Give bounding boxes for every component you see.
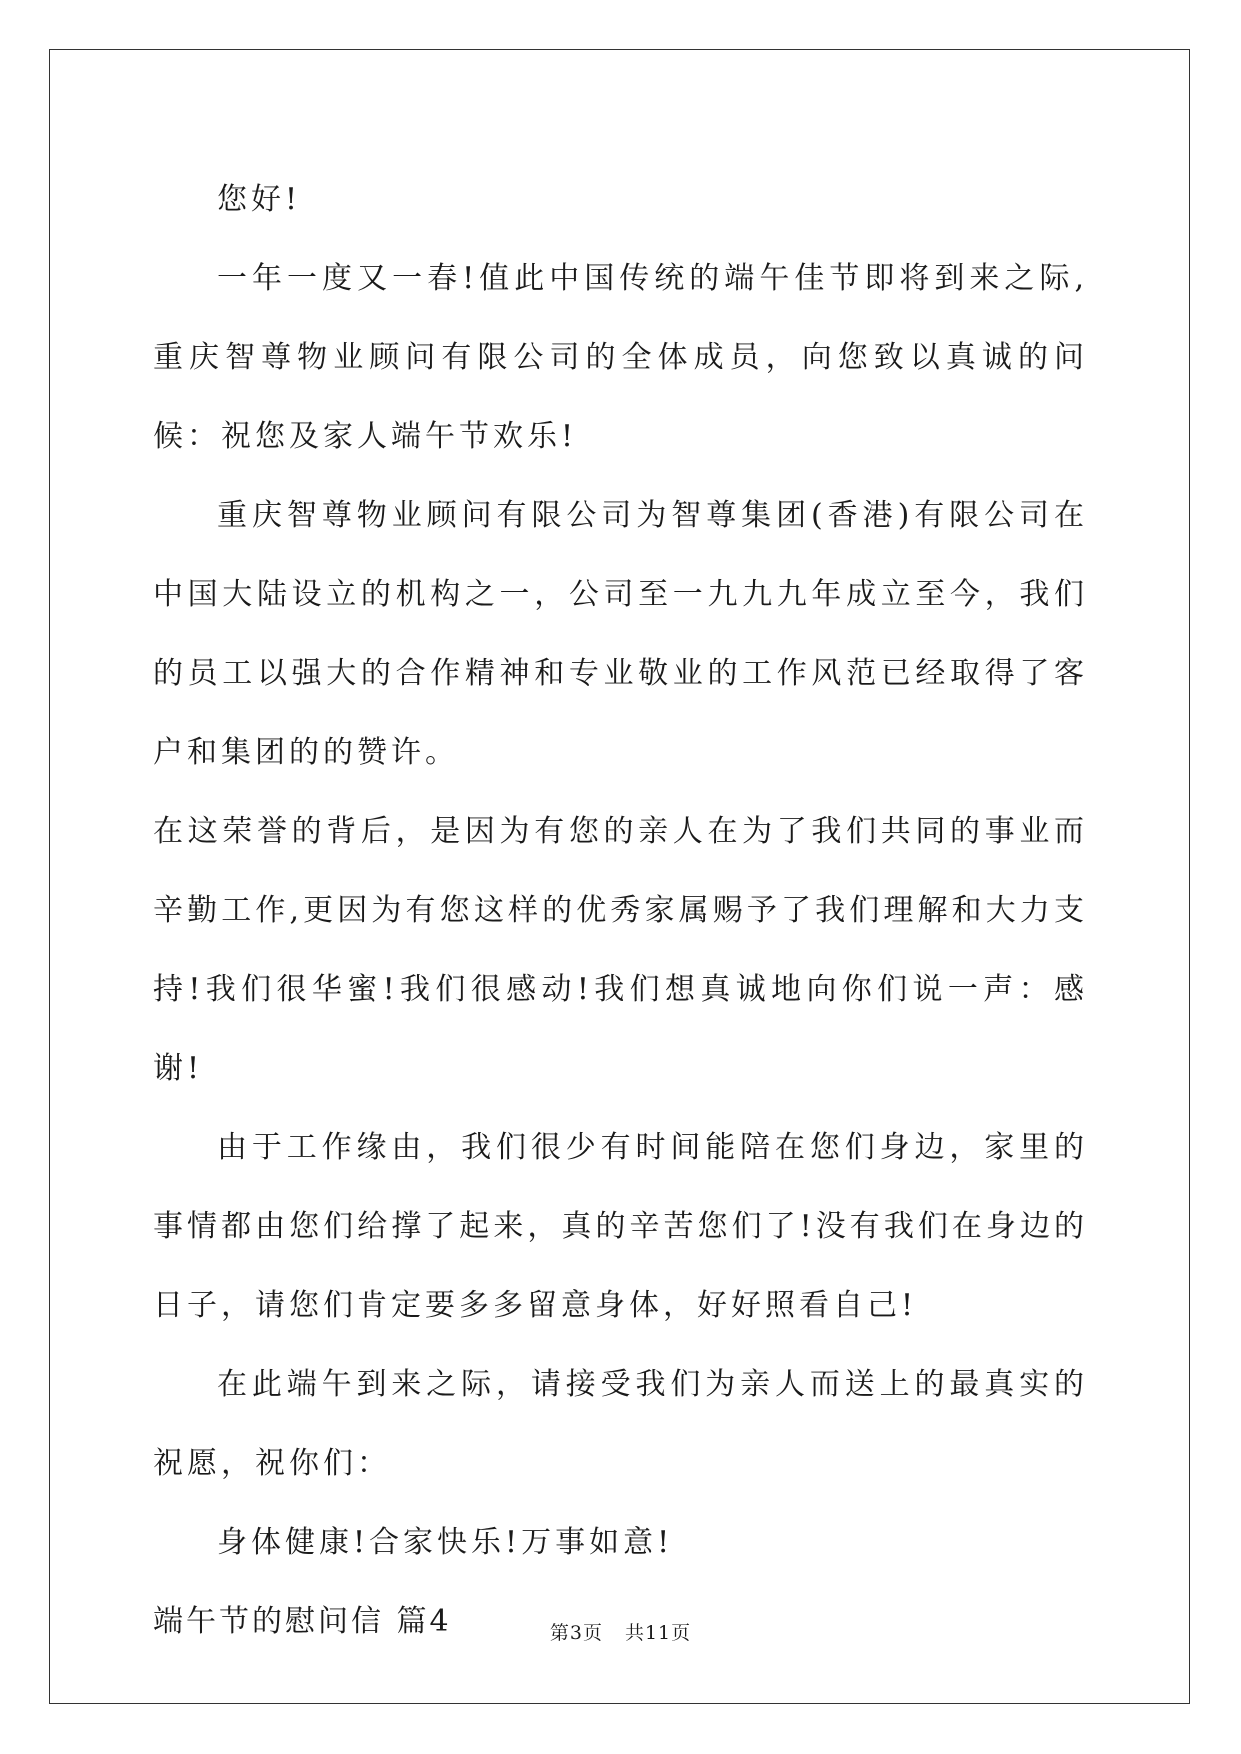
page-number: 第3页 <box>549 1622 603 1644</box>
paragraph-gratitude: 在这荣誉的背后，是因为有您的亲人在为了我们共同的事业而辛勤工作,更因为有您这样的优秀家属赐予了我们理解和大力支持!我们很华蜜!我们很感动!我们想真诚地向你们说一声：感谢! <box>153 814 1088 1086</box>
paragraph-blessing-intro: 在此端午到来之际，请接受我们为亲人而送上的最真实的祝愿，祝你们： <box>153 1367 1088 1481</box>
paragraph-company-intro: 重庆智尊物业顾问有限公司为智尊集团(香港)有限公司在中国大陆设立的机构之一，公司至一九九九年成立至今，我们的员工以强大的合作精神和专业敬业的工作风范已经取得了客户和集团的的赞许。 <box>153 498 1088 770</box>
paragraph-festival-wishes: 一年一度又一春!值此中国传统的端午佳节即将到来之际,重庆智尊物业顾问有限公司的全体成员，向您致以真诚的问候：祝您及家人端午节欢乐! <box>153 261 1088 454</box>
paragraph-care: 由于工作缘由，我们很少有时间能陪在您们身边，家里的事情都由您们给撑了起来，真的辛苦您们了!没有我们在身边的日子，请您们肯定要多多留意身体，好好照看自己! <box>153 1130 1088 1323</box>
section-heading: 端午节的慰问信 篇4 <box>153 1604 452 1639</box>
greeting: 您好! <box>217 182 302 217</box>
page-total: 共11页 <box>624 1622 692 1644</box>
paragraph-blessing: 身体健康!合家快乐!万事如意! <box>217 1525 674 1560</box>
page-footer <box>0 1618 1241 1645</box>
letter-body <box>153 160 1088 1661</box>
